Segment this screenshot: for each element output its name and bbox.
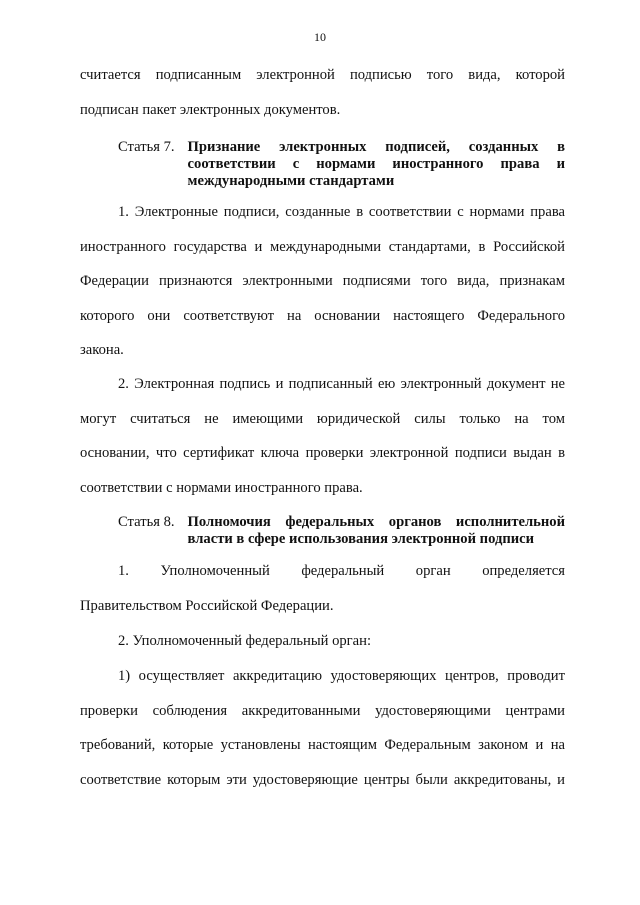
article-7-heading [118,139,565,190]
article-label: Статья 8. [118,514,175,530]
text-line: Федерации признаются электронными подписями того вида, признакам [80,273,565,289]
page-number: 10 [314,30,326,44]
text-line: 1. Уполномоченный федеральный орган определяется [118,563,565,579]
text-line: считается подписанным электронной подписью того вида, которой [80,67,565,83]
article-label: Статья 7. [118,139,175,155]
intro-paragraph [80,58,565,127]
article-7-paragraph-1 [80,195,565,368]
text-line: 1) осуществляет аккредитацию удостоверяющих центров, проводит [118,668,565,684]
article-8-paragraph-2-item-1 [80,659,565,797]
text-line: могут считаться не имеющими юридической силы только на том [80,410,565,427]
text-line: 2. Уполномоченный федеральный орган: [118,633,372,649]
article-8-paragraph-2 [80,624,565,659]
text-line: иностранного государства и международными стандартами, в Российской [80,238,565,255]
article-7-paragraph-2 [80,367,565,505]
text-line: закона. [80,342,124,358]
article-title: Полномочия федеральных органов исполнительной власти в сфере использования электронной подписи [187,514,565,547]
article-title: Признание электронных подписей, созданных в соответствии с нормами иностранного права и международными стандартами [187,139,565,189]
text-line: основании, что сертификат ключа проверки электронной подписи выдан в [80,445,565,461]
article-8-heading [118,514,565,548]
text-line: 2. Электронная подпись и подписанный ею электронный документ не [118,376,565,392]
text-line: соответствии с нормами иностранного права. [80,479,363,496]
text-line: которого они соответствуют на основании настоящего Федерального [80,307,565,324]
text-line: Правительством Российской Федерации. [80,597,334,614]
article-8-paragraph-1 [80,554,565,623]
text-line: соответствие которым эти удостоверяющие центры были аккредитованы, и [80,771,565,788]
text-line: 1. Электронные подписи, созданные в соответствии с нормами права [118,204,565,220]
text-line: требований, которые установлены настоящим Федеральным законом и на [80,737,565,753]
text-line: подписан пакет электронных документов. [80,101,341,118]
text-line: проверки соблюдения аккредитованными удостоверяющими центрами [80,702,565,719]
